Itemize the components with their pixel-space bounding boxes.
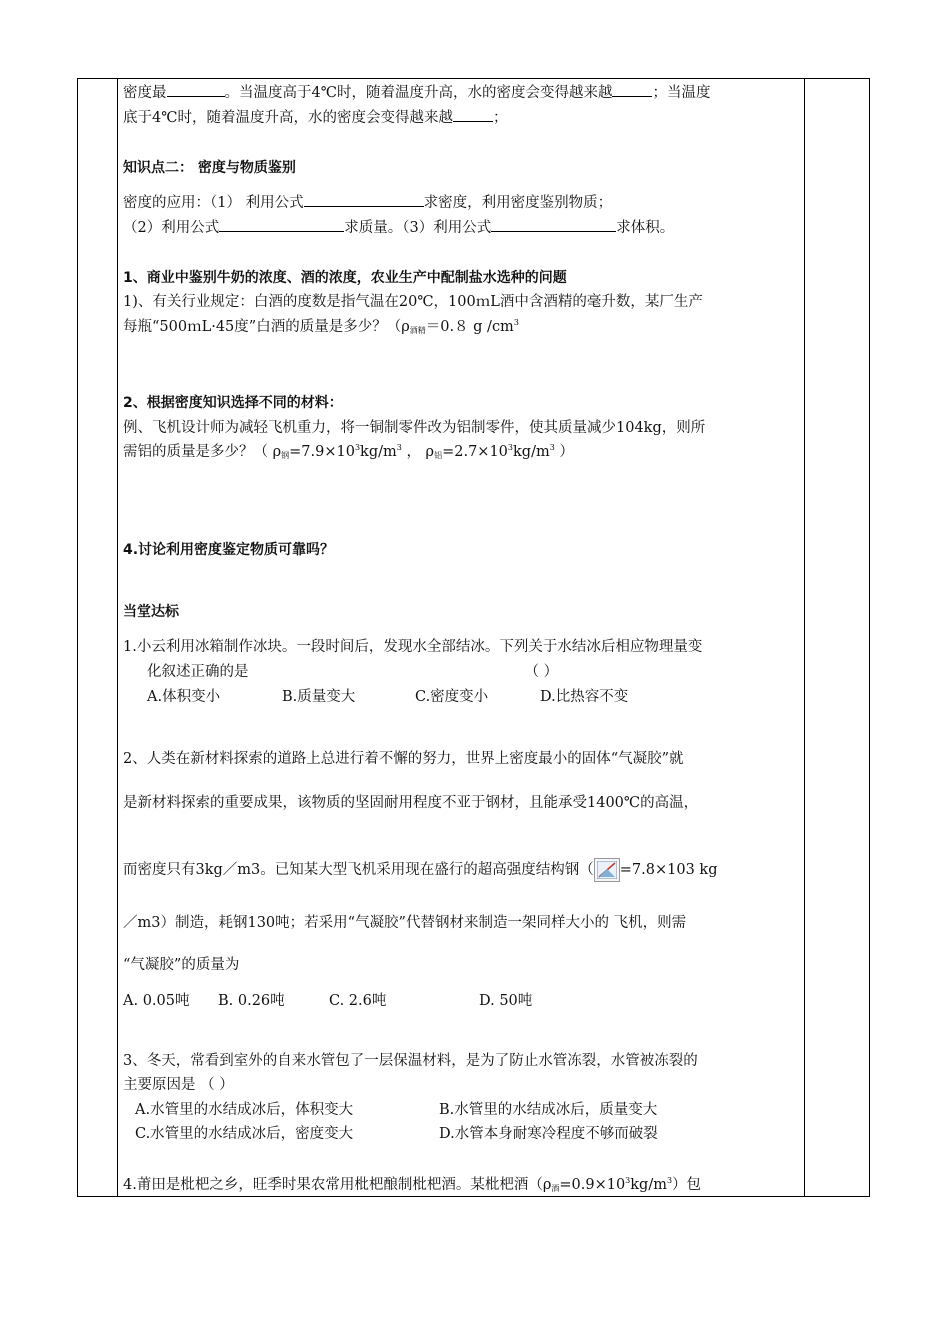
- text-line: [123, 442, 574, 464]
- answer-bracket[interactable]: （ ）: [524, 664, 559, 680]
- option-d[interactable]: D. 50吨: [479, 993, 533, 1009]
- text-line: 例、飞机设计师为减轻飞机重力，将一铜制零件改为铝制零件，使其质量减少104kg，则所: [123, 420, 706, 436]
- text: ， ρ: [401, 444, 435, 460]
- text: =0.9×10: [559, 1177, 626, 1193]
- option-b[interactable]: B.水管里的水结成冰后，质量变大: [439, 1102, 658, 1118]
- text: ；当温度: [652, 85, 711, 101]
- text: 求密度，利用密度鉴别物质；: [423, 195, 613, 211]
- question-line: [123, 1175, 701, 1197]
- superscript: 3: [396, 443, 402, 453]
- option-d[interactable]: D.比热容不变: [540, 689, 629, 705]
- text: 。当温度高于4℃时，随着温度升高，水的密度会变得越来越: [224, 85, 613, 101]
- text: ＝0.８ g /cm: [425, 319, 514, 335]
- text-line: [123, 217, 674, 238]
- text: 密度最: [123, 85, 167, 101]
- option-c[interactable]: C.密度变小: [415, 689, 489, 705]
- option-a[interactable]: A. 0.05吨: [123, 993, 190, 1009]
- text-line: [123, 82, 710, 103]
- question-line: 1.小云利用冰箱制作冰块。一段时间后，发现水全部结冰。下列关于水结冰后相应物理量变: [123, 639, 703, 655]
- option-a[interactable]: A.水管里的水结成冰后，体积变大: [135, 1102, 354, 1118]
- text: 需铝的质量是多少？（ ρ: [123, 444, 282, 460]
- text: =7.8×103 kg: [619, 862, 718, 878]
- text-line: [123, 192, 612, 213]
- fill-blank[interactable]: [491, 217, 616, 232]
- subscript: 钢: [281, 451, 290, 460]
- subscript: 铝: [434, 451, 443, 460]
- superscript: 3: [513, 318, 519, 328]
- question-line: 是新材料探索的重要成果，该物质的坚固耐用程度不亚于钢材，且能承受1400℃的高温，: [123, 795, 699, 811]
- section-heading: 4.讨论利用密度鉴定物质可靠吗？: [123, 542, 335, 558]
- option-b[interactable]: B. 0.26吨: [218, 993, 285, 1009]
- question-line: 主要原因是 （ ）: [123, 1077, 234, 1093]
- text: 求体积。: [616, 220, 675, 236]
- text: =2.7×10: [442, 444, 508, 460]
- option-a[interactable]: A.体积变小: [147, 689, 221, 705]
- text: kg/m: [360, 444, 397, 460]
- text: 求质量。（3）利用公式: [344, 220, 492, 236]
- text: 底于4℃时，随着温度升高，水的密度会变得越来越: [123, 110, 453, 126]
- text: kg/m: [513, 444, 550, 460]
- subscript: 酒: [551, 1184, 560, 1193]
- text: （2）利用公式: [123, 220, 220, 236]
- text: ）包: [672, 1177, 702, 1193]
- question-line: “气凝胶”的质量为: [123, 957, 240, 973]
- text: 4.莆田是枇杷之乡，旺季时果农常用枇杷酿制枇杷酒。某枇杷酒（ρ: [123, 1177, 552, 1193]
- option-c[interactable]: C. 2.6吨: [329, 993, 387, 1009]
- text: 每瓶“500ｍL·45度”白酒的质量是多少？（ρ: [123, 319, 410, 335]
- question-line: 2、人类在新材料探索的道路上总进行着不懈的努力，世界上密度最小的固体“气凝胶”就: [123, 751, 684, 767]
- text-line: [123, 317, 519, 339]
- text: 而密度只有3kg／m3。已知某大型飞机采用现在盛行的超高强度结构钢（: [123, 862, 594, 878]
- section-heading: 1、商业中鉴别牛奶的浓度、酒的浓度，农业生产中配制盐水选种的问题: [123, 270, 567, 286]
- text: =7.9×10: [289, 444, 355, 460]
- right-column-divider: [804, 79, 805, 1196]
- fill-blank[interactable]: [304, 192, 424, 207]
- section-heading: 知识点二： 密度与物质鉴别: [123, 160, 296, 176]
- text: ；: [492, 110, 508, 126]
- text: 密度的应用：（1） 利用公式: [123, 195, 304, 211]
- text: 化叙述正确的是: [147, 664, 249, 680]
- superscript: 3: [666, 1176, 673, 1186]
- fill-blank[interactable]: [219, 217, 344, 232]
- subscript: 酒精: [409, 326, 426, 335]
- superscript: 3: [625, 1176, 631, 1186]
- fill-blank[interactable]: [453, 107, 493, 122]
- section-heading: 2、根据密度知识选择不同的材料：: [123, 395, 343, 411]
- fill-blank[interactable]: [612, 82, 652, 97]
- text-line: [123, 107, 507, 128]
- superscript: 3: [549, 443, 555, 453]
- density-symbol-image-icon: [594, 858, 620, 882]
- section-heading: 当堂达标: [123, 604, 179, 620]
- text: kg/m: [630, 1177, 667, 1193]
- question-line: 3、冬天，常看到室外的自来水管包了一层保温材料，是为了防止水管冻裂，水管被冻裂的: [123, 1053, 698, 1069]
- superscript: 3: [354, 443, 361, 453]
- option-d[interactable]: D.水管本身耐寒冷程度不够而破裂: [439, 1126, 658, 1142]
- option-c[interactable]: C.水管里的水结成冰后，密度变大: [135, 1126, 354, 1142]
- question-line: [147, 662, 558, 682]
- left-column-divider: [117, 79, 118, 1196]
- question-line: ／m3）制造，耗钢130吨；若采用“气凝胶”代替钢材来制造一架同样大小的 飞机，则需: [123, 915, 687, 931]
- question-line: [123, 858, 718, 882]
- superscript: 3: [507, 443, 513, 453]
- option-b[interactable]: B.质量变大: [282, 689, 356, 705]
- fill-blank[interactable]: [167, 82, 225, 97]
- text-line: 1)、有关行业规定：白酒的度数是指气温在20℃，100ｍL酒中含酒精的毫升数，某厂生产: [123, 294, 703, 310]
- text: ）: [554, 444, 574, 460]
